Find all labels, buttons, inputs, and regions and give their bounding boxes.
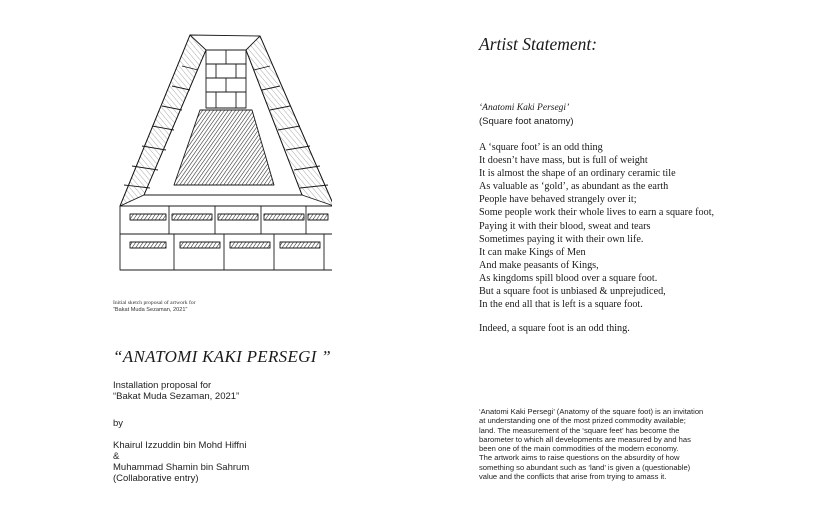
description-line: at understanding one of the most prized commodity available; [479,416,686,426]
poem-subtitle: (Square foot anatomy) [479,116,574,127]
poem-closing: Indeed, a square foot is an odd thing. [479,323,630,334]
description-line: been one of the main commodities of the modern economy. [479,444,679,454]
poem-line: Paying it with their blood, sweat and tears [479,220,651,232]
poem-line: Sometimes paying it with their own life. [479,233,644,245]
artwork-title: “ANATOMI KAKI PERSEGI ” [113,347,331,366]
proposal-line: Installation proposal for [113,380,212,391]
poem-line: As valuable as ‘gold’, as abundant as the earth [479,181,669,193]
installation-sketch [112,30,332,278]
description-line: something so abundant such as ‘land’ is given a (questionable) [479,462,691,472]
caption-line: “Bakat Muda Sezaman, 2021” [113,307,188,313]
poem-line: A ‘square foot’ is an odd thing [479,142,603,153]
poem-line: As kingdoms spill blood over a square foot. [479,272,658,284]
description-line: land. The measurement of the ‘square feet’ has become the [479,425,680,435]
poem-line: It can make Kings of Men [479,246,586,258]
statement-heading: Artist Statement: [479,34,598,54]
proposal-line: “Bakat Muda Sezaman, 2021” [113,391,240,402]
artist-name: Khairul Izzuddin bin Mohd Hiffni [113,440,247,451]
proposal-block [113,380,239,402]
poem [479,141,714,311]
poem-line: In the end all that is left is a square foot. [479,299,643,311]
description-line: barometer to which all developments are measured by and has [479,434,691,444]
poem-line: But a square foot is unbiased & unprejudiced, [479,286,666,298]
artist-name: Muhammad Shamin bin Sahrum [113,462,250,473]
description-line: value and the conflicts that arise from trying to amass it. [479,472,667,482]
sketch-caption [113,300,195,314]
poem-line: It is almost the shape of an ordinary ceramic tile [479,168,676,180]
entry-type: (Collaborative entry) [113,473,199,484]
poem-line: People have behaved strangely over it; [479,194,637,206]
caption-line: Initial sketch proposal of artwork for [113,300,196,306]
poem-line: And make peasants of Kings, [479,259,599,271]
artwork-description [479,407,779,481]
poem-title: ‘Anatomi Kaki Persegi’ [479,103,570,113]
by-label: by [113,418,124,429]
description-line: The artwork aims to raise questions on the absurdity of how [479,453,680,463]
poem-line: Some people work their whole lives to earn a square foot, [479,207,715,219]
poem-line: It doesn’t have mass, but is full of weight [479,155,648,167]
ampersand: & [113,451,120,462]
description-line: ‘Anatomi Kaki Persegi’ (Anatomy of the square foot) is an invitation [479,407,704,416]
artist-names [113,440,249,484]
